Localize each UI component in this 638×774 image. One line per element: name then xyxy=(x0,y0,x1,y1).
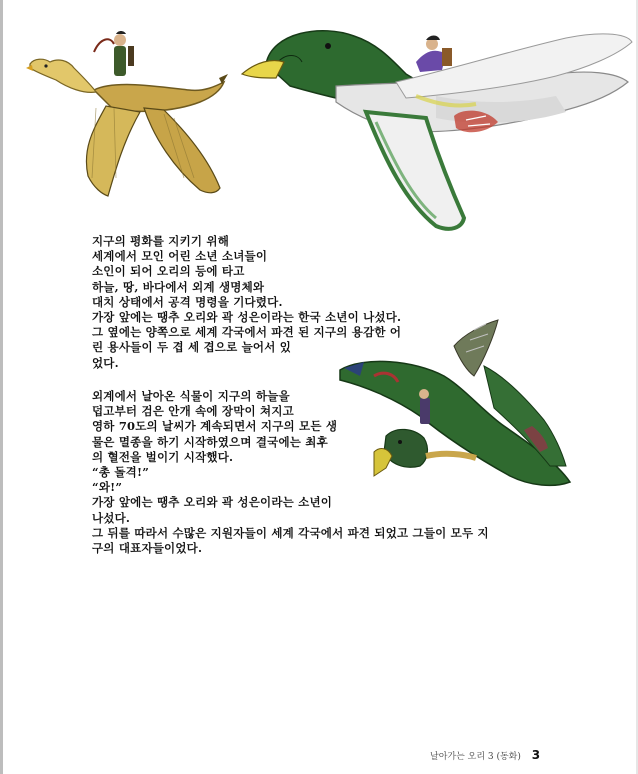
text-line: 덥고부터 검은 안개 속에 장막이 쳐지고 xyxy=(92,404,294,419)
text-line: 었다. xyxy=(92,355,119,370)
page-edge-left xyxy=(0,0,3,774)
text-line: 영하 70도의 날씨가 계속되면서 지구의 모든 생 xyxy=(92,419,338,434)
text-line: 그 옆에는 양쪽으로 세계 각국에서 파견 된 지구의 용감한 어 xyxy=(92,325,402,340)
text-line: “총 돌격!” xyxy=(92,465,150,480)
text-line: 물은 멸종을 하기 시작하였으며 결국에는 최후 xyxy=(92,434,328,449)
yellow-duck-illustration xyxy=(24,28,229,200)
text-line: 지구의 평화를 지키기 위해 xyxy=(92,234,230,248)
text-line: 가장 앞에는 땡추 오리와 곽 성은이라는 한국 소년이 나섰다. xyxy=(92,310,402,325)
footer-title: 날아가는 오리 3 (동화) xyxy=(430,752,521,762)
green-duck-illustration xyxy=(236,12,636,234)
text-line: 가장 앞에는 땡추 오리와 곽 성은이라는 소년이 xyxy=(92,495,333,510)
text-line: 의 혈전을 벌이기 시작했다. xyxy=(92,449,234,464)
text-line: 세계에서 모인 어린 소년 소녀들이 xyxy=(92,249,268,264)
text-line: 대치 상태에서 공격 명령을 기다렸다. xyxy=(92,294,283,309)
text-line: 하늘, 땅, 바다에서 외계 생명체와 xyxy=(92,279,265,294)
text-line: 린 용사들이 두 겹 세 겹으로 늘어서 있 xyxy=(92,340,292,355)
text-line: 나섰다. xyxy=(92,510,131,525)
story-paragraph-1 xyxy=(92,234,401,371)
text-line: “와!” xyxy=(92,480,123,495)
text-line: 그 뒤를 따라서 수많은 지원자들이 세계 각국에서 파견 되었고 그들이 모두 지 xyxy=(92,525,489,540)
text-line: 구의 대표자들이었다. xyxy=(92,541,203,556)
page-footer xyxy=(430,748,540,762)
story-paragraph-2 xyxy=(92,389,489,556)
text-line: 소인이 되어 오리의 등에 타고 xyxy=(92,264,245,279)
page-number: 3 xyxy=(531,748,541,762)
text-line: 외계에서 날아온 식물이 지구의 하늘을 xyxy=(92,389,290,403)
